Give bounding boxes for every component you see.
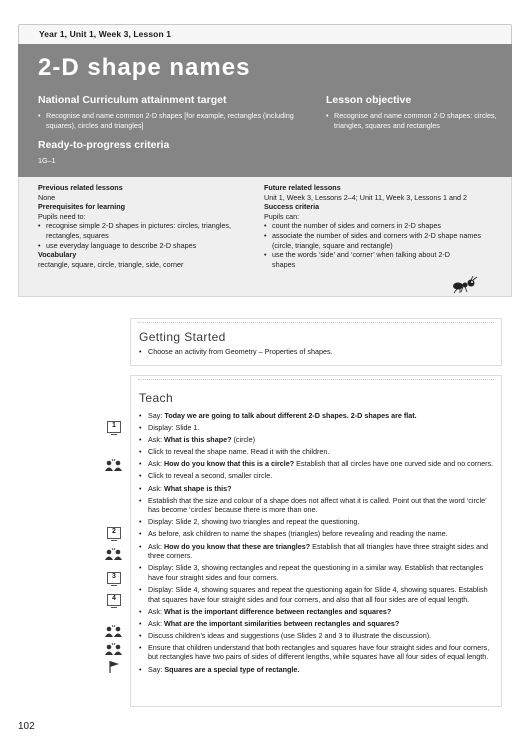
pair-discussion-icon — [104, 642, 124, 656]
teach-step-pre: Say: — [148, 664, 165, 674]
teach-step — [139, 459, 495, 469]
teach-step — [139, 665, 495, 675]
section-divider — [138, 379, 494, 380]
teach-section — [130, 375, 502, 707]
teach-step — [139, 529, 495, 539]
attainment-text: • Recognise and name common 2-D shapes [for example, rectangles (including squares), circles and triangles] — [38, 111, 308, 130]
attainment-heading: National Curriculum attainment target — [38, 94, 227, 106]
teach-step-bold: What are the important similarities between rectangles and squares? — [163, 618, 400, 628]
slide-number: 1 — [107, 421, 121, 433]
flag-icon — [104, 660, 124, 674]
prerequisites-intro: Pupils need to: — [38, 211, 86, 221]
slide-icon — [104, 571, 124, 585]
teach-step-pre: Ask: — [148, 618, 164, 628]
teach-step-pre: Display: Slide 1. — [148, 423, 200, 433]
slide-number: 2 — [107, 527, 121, 539]
teach-step — [139, 607, 495, 617]
teach-step-pre: Display: Slide 2, showing two triangles and repeat the questioning. — [148, 517, 360, 527]
teach-step-pre: Display: Slide 3, showing rectangles and repeat the questioning in a similar way. Establish that rectangles have four straight sides and four corners. — [148, 563, 484, 582]
pair-discussion-icon — [104, 547, 124, 561]
teach-step-pre: Ask: — [148, 435, 164, 445]
teach-step-pre: Ask: — [148, 459, 164, 469]
teach-step — [139, 517, 495, 527]
success-criteria-intro: Pupils can: — [264, 211, 300, 221]
pair-discussion-icon — [104, 458, 124, 472]
prerequisite-item: • use everyday language to describe 2-D shapes — [38, 241, 253, 251]
teach-step-pre: Display: Slide 4, showing squares and repeat the questioning again for Slide 4, showing squares. Establish that squares have four straight sides and four corners, and also that all four sides are of equal length. — [148, 584, 488, 604]
vocabulary-label: Vocabulary — [38, 250, 77, 260]
lesson-reference — [18, 24, 512, 44]
objective-heading: Lesson objective — [326, 94, 412, 106]
previous-lessons-label: Previous related lessons — [38, 183, 123, 192]
lesson-info-panel — [18, 177, 512, 297]
success-criteria-item: • count the number of sides and corners in 2-D shapes — [264, 221, 499, 231]
teach-step-bold: Today we are going to talk about different 2-D shapes. 2-D shapes are flat. — [164, 411, 417, 420]
teach-step — [139, 542, 495, 561]
teach-step-pre: Ensure that children understand that both rectangles and squares have four straight sides and four corners, but rectangles have two pairs of sides of different lengths, while squares have all four sides of equal length. — [148, 642, 490, 662]
teach-step-bold: What is this shape? — [163, 435, 232, 445]
teach-step — [139, 484, 495, 494]
teach-step — [139, 423, 495, 433]
lesson-title: 2-D shape names — [38, 54, 251, 81]
getting-started-heading: Getting Started — [139, 330, 226, 344]
getting-started-text: • Choose an activity from Geometry – Properties of shapes. — [139, 347, 333, 357]
teach-step — [139, 496, 495, 515]
teach-step-pre: Click to reveal a second, smaller circle. — [148, 471, 273, 481]
getting-started-section — [130, 318, 502, 366]
teach-step-pre: Discuss children’s ideas and suggestions (use Slides 2 and 3 to illustrate the discussion). — [148, 630, 432, 640]
lesson-banner — [18, 44, 512, 177]
slide-icon — [104, 526, 124, 540]
teach-step-bold: How do you know that these are triangles? — [163, 541, 311, 551]
slide-icon — [104, 420, 124, 434]
future-lessons-label: Future related lessons — [264, 183, 341, 192]
prerequisite-item: • recognise simple 2-D shapes in pictures: circles, triangles, rectangles, squares — [38, 221, 253, 240]
teach-step-pre: As before, ask children to name the shapes (triangles) before revealing and reading the name. — [148, 529, 448, 539]
teach-step — [139, 619, 495, 629]
teach-steps — [139, 411, 495, 677]
success-criteria-item: • associate the number of sides and corners with 2-D shape names (circle, triangle, square and rectangle) — [264, 231, 499, 250]
success-criteria-label: Success criteria — [264, 202, 320, 212]
page-number: 102 — [18, 721, 35, 732]
ant-mascot-icon — [449, 276, 479, 294]
info-left-column — [38, 183, 253, 269]
teach-step — [139, 411, 495, 421]
info-right-column — [264, 183, 499, 269]
future-lessons-value: Unit 1, Week 3, Lessons 2–4; Unit 11, Week 3, Lessons 1 and 2 — [264, 192, 467, 202]
prerequisites-label: Prerequisites for learning — [38, 202, 126, 212]
previous-lessons-value: None — [38, 192, 56, 202]
teach-heading: Teach — [139, 391, 174, 405]
teach-step-pre: Say: — [148, 411, 165, 420]
teach-step-bold: Squares are a special type of rectangle. — [164, 664, 300, 674]
teach-step — [139, 471, 495, 481]
teach-step — [139, 585, 495, 604]
teach-step — [139, 631, 495, 641]
lesson-reference-text: Year 1, Unit 1, Week 3, Lesson 1 — [39, 29, 172, 39]
objective-text: • Recognise and name common 2-D shapes: circles, triangles, squares and rectangles — [326, 111, 506, 130]
progress-code: 1G–1 — [38, 156, 56, 165]
pair-discussion-icon — [104, 624, 124, 638]
teach-step-pre: Establish that the size and colour of a shape does not affect what it is called. Point out that the word ‘circle’ has become ‘circles’ because there is more than one. — [148, 495, 487, 515]
slide-number: 3 — [107, 572, 121, 584]
success-criteria-item: • use the words ‘side’ and ‘corner’ when talking about 2-D shapes — [264, 250, 454, 269]
teach-step-post: Establish that all triangles have three straight sides and three corners. — [148, 541, 488, 561]
teach-step-post: Establish that all circles have one curved side and no corners. — [294, 459, 494, 469]
section-divider — [138, 322, 494, 323]
teach-step-post: (circle) — [231, 435, 256, 445]
teach-step-pre: Ask: — [148, 541, 164, 551]
teach-step-pre: Click to reveal the shape name. Read it with the children. — [148, 447, 330, 457]
teach-step — [139, 643, 495, 662]
teach-step-pre: Ask: — [148, 483, 164, 493]
teach-step-bold: How do you know that this is a circle? — [163, 459, 295, 469]
teach-step — [139, 447, 495, 457]
teach-step-pre: Ask: — [148, 606, 164, 616]
teach-step-bold: What shape is this? — [163, 483, 232, 493]
teach-step-bold: What is the important difference between rectangles and squares? — [163, 606, 392, 616]
vocabulary-value: rectangle, square, circle, triangle, side, corner — [38, 259, 184, 269]
slide-icon — [104, 593, 124, 607]
teach-step — [139, 563, 495, 582]
progress-heading: Ready-to-progress criteria — [38, 139, 170, 151]
slide-number: 4 — [107, 594, 121, 606]
teach-step — [139, 435, 495, 445]
